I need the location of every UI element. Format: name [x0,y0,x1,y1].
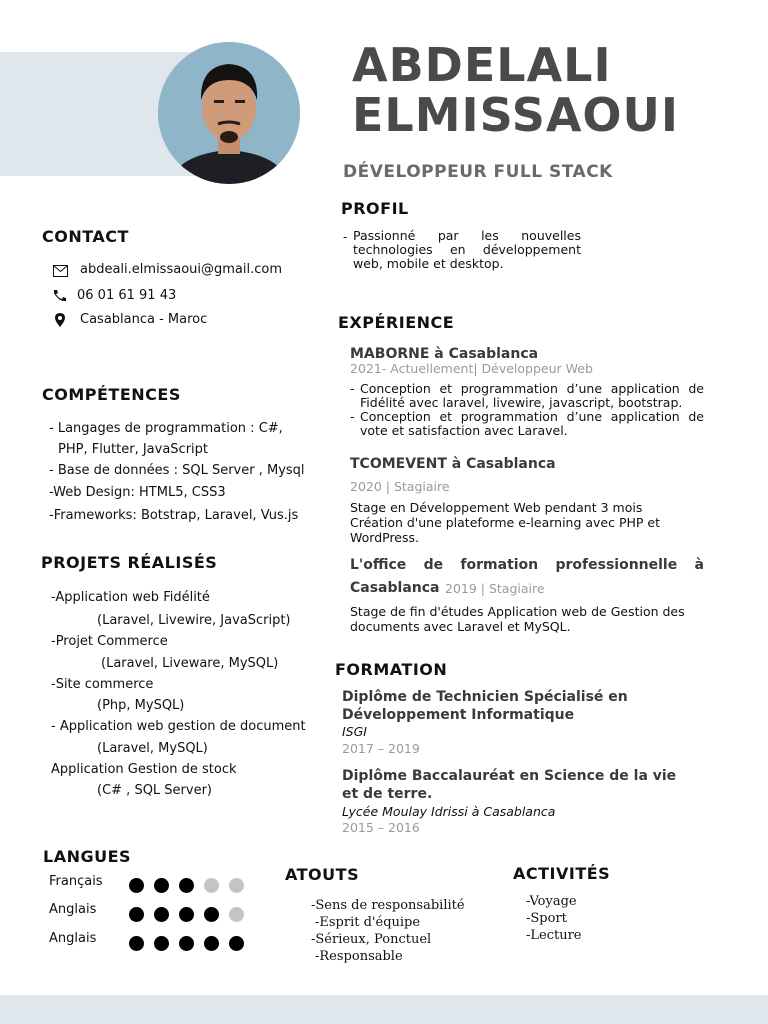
project-item: - Application web gestion de document [51,719,306,734]
contact-heading: CONTACT [42,227,129,246]
language-level [129,904,254,923]
job-bullets [350,382,704,438]
level-dot-filled [129,878,144,893]
project-item: -Projet Commerce [51,634,168,649]
activities-heading: ACTIVITÉS [513,864,611,883]
level-dot-filled [154,936,169,951]
level-dot-filled [154,907,169,922]
profile-dash: - [343,230,348,244]
strength-item: -Esprit d'équipe [315,915,421,930]
degree-title: Diplôme de Technicien Spécialisé en Développement Informatique [342,689,628,723]
projects-heading: PROJETS RÉALISÉS [41,553,218,572]
level-dot-filled [204,907,219,922]
degree-school: Lycée Moulay Idrissi à Casablanca [342,804,556,819]
level-dot-empty [229,907,244,922]
strengths-heading: ATOUTS [285,865,360,884]
level-dot-filled [204,936,219,951]
activity-item: -Sport [526,911,567,926]
strength-item: -Responsable [315,949,403,964]
language-name: Français [49,874,103,889]
profile-heading: PROFIL [341,199,409,218]
job-description: Stage de fin d'études Application web de Gestion des documents avec Laravel et MySQL. [350,604,685,634]
job-period: 2019 | Stagiaire [445,581,545,596]
project-tech: (Laravel, Liveware, MySQL) [101,656,279,671]
project-tech: (Laravel, Livewire, JavaScript) [97,613,291,628]
contact-location: Casablanca - Maroc [80,312,208,327]
contact-email[interactable]: abdeali.elmissaoui@gmail.com [80,262,282,277]
level-dot-filled [229,936,244,951]
degree-school: ISGI [342,724,367,739]
level-dot-filled [179,878,194,893]
level-dot-filled [129,907,144,922]
skill-item: - Langages de programmation : C#, [49,421,283,436]
job-period: 2020 | Stagiaire [350,479,450,494]
job-bullet: - Conception et programmation d’une application de vote et satisfaction avec Laravel. [350,409,704,438]
project-item: -Application web Fidélité [51,590,210,605]
project-tech: (C# , SQL Server) [97,783,213,798]
mail-icon [53,265,68,277]
job-company: L'office de formation professionnelle à [350,557,704,573]
phone-icon [52,289,68,303]
job-period: 2021- Actuellement| Développeur Web [350,361,593,376]
job-company: TCOMEVENT à Casablanca [350,456,556,472]
contact-phone[interactable]: 06 01 61 91 43 [77,288,177,303]
footer-accent-band [0,995,768,1024]
level-dot-empty [229,878,244,893]
job-company-city: Casablanca [350,580,440,596]
level-dot-filled [154,878,169,893]
level-dot-empty [204,878,219,893]
job-company: MABORNE à Casablanca [350,346,539,362]
language-level [129,933,254,952]
level-dot-filled [129,936,144,951]
experience-heading: EXPÉRIENCE [338,313,455,332]
skill-item: - Base de données : SQL Server , Mysql [49,463,305,478]
location-pin-icon [55,313,65,327]
last-name: ELMISSAOUI [352,88,679,142]
level-dot-filled [179,907,194,922]
first-name: ABDELALI [352,38,612,92]
strength-item: -Sérieux, Ponctuel [311,932,432,947]
job-bullet: - Conception et programmation d’une application de Fidélité avec laravel, livewire, javascript, bootstrap. [350,381,704,410]
project-item: -Site commerce [51,677,154,692]
degree-title: Diplôme Baccalauréat en Science de la vie et de terre. [342,768,677,802]
activity-item: -Lecture [526,928,582,943]
languages-heading: LANGUES [43,847,132,866]
project-tech: (Php, MySQL) [97,698,185,713]
skill-item: -Frameworks: Botstrap, Laravel, Vus.js [49,508,299,523]
education-heading: FORMATION [335,660,448,679]
job-description: Stage en Développement Web pendant 3 mois Création d'une plateforme e-learning avec PHP et WordPress. [350,500,661,545]
degree-years: 2015 – 2016 [342,820,420,835]
skill-item: -Web Design: HTML5, CSS3 [49,485,226,500]
language-name: Anglais [49,931,97,946]
job-title: DÉVELOPPEUR FULL STACK [343,162,613,182]
skills-heading: COMPÉTENCES [42,385,181,404]
candidate-name [352,40,679,140]
language-name: Anglais [49,902,97,917]
activity-item: -Voyage [526,894,577,909]
strength-item: -Sens de responsabilité [311,898,465,913]
project-tech: (Laravel, MySQL) [97,741,208,756]
profile-photo [158,42,300,184]
project-item: Application Gestion de stock [51,762,237,777]
skill-item: PHP, Flutter, JavaScript [58,442,209,457]
profile-text: Passionné par les nouvelles technologies en développement web, mobile et desktop. [353,228,581,271]
language-level [129,875,254,894]
level-dot-filled [179,936,194,951]
degree-years: 2017 – 2019 [342,741,420,756]
